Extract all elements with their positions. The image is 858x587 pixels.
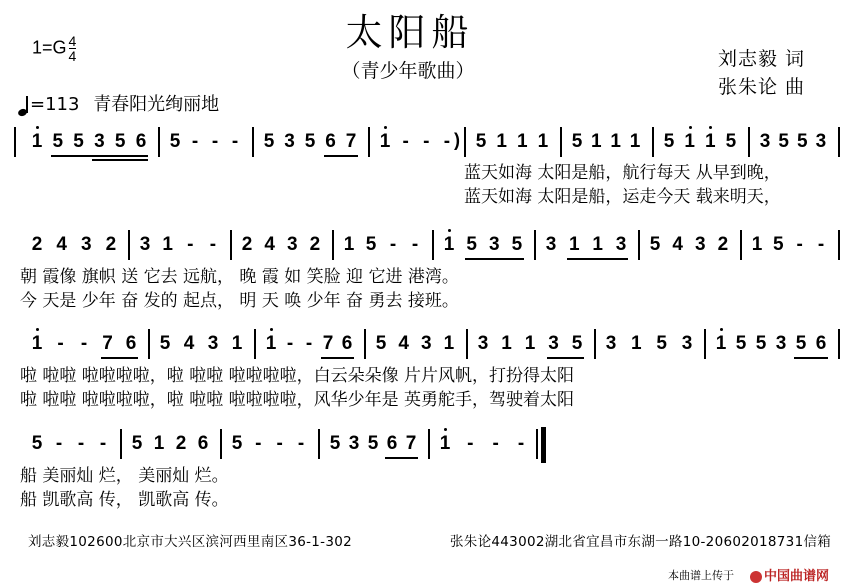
note: 3 xyxy=(94,131,105,152)
barline xyxy=(838,329,840,359)
note: 6 xyxy=(386,433,398,454)
note: 2 xyxy=(309,234,321,255)
barline xyxy=(838,230,840,260)
hold-dash: - xyxy=(492,433,499,454)
measure xyxy=(438,427,528,467)
measure xyxy=(378,125,460,165)
hold-dash: - xyxy=(305,333,313,354)
note: 3 xyxy=(548,333,559,354)
note: 3 xyxy=(775,333,787,354)
lyrics-line-2-verse-2: 今 天是 少年 奋 发的 起点， 明 天 唤 少年 奋 勇去 接班。 xyxy=(20,291,459,311)
note: 5 xyxy=(263,131,275,152)
note: 1 xyxy=(751,234,763,255)
note: 5 xyxy=(663,131,675,152)
measure xyxy=(750,228,828,268)
note: 5 xyxy=(367,433,379,454)
measure xyxy=(262,125,358,165)
note: 3 xyxy=(139,234,151,255)
high-octave-dot xyxy=(709,126,712,129)
barline xyxy=(748,127,750,157)
hold-dash: - xyxy=(209,234,217,255)
measure xyxy=(328,427,418,467)
song-subtitle: （青少年歌曲） xyxy=(341,60,475,82)
note: 1 xyxy=(153,433,165,454)
final-barline-thick xyxy=(541,427,546,463)
note: 5 xyxy=(231,433,243,454)
beam-underline xyxy=(321,357,354,359)
note: 2 xyxy=(31,234,43,255)
note: 4 xyxy=(672,234,683,255)
note: 6 xyxy=(341,333,353,354)
beam-underline xyxy=(465,258,524,260)
note: 1 xyxy=(162,234,173,255)
barline xyxy=(838,127,840,157)
measure xyxy=(30,125,148,165)
beam-underline xyxy=(51,155,148,157)
lyrics-line-4-verse-2: 船 凯歌高 传， 凯歌高 传。 xyxy=(20,490,229,510)
hold-dash: - xyxy=(57,333,64,354)
tempo-value: =113 xyxy=(30,94,80,115)
tempo-expression: 青春阳光绚丽地 xyxy=(93,94,220,115)
note: 1 xyxy=(443,333,455,354)
note: 5 xyxy=(73,131,84,152)
note: 5 xyxy=(649,234,661,255)
note: 4 xyxy=(398,333,409,354)
note: 7 xyxy=(405,433,417,454)
logo-icon xyxy=(750,571,762,583)
note: 7 xyxy=(322,333,334,354)
barline xyxy=(464,127,466,157)
note: 2 xyxy=(241,234,253,255)
note: 4 xyxy=(264,234,275,255)
final-barline-thin xyxy=(536,429,538,459)
note: 6 xyxy=(197,433,209,454)
note: 5 xyxy=(169,131,181,152)
lyrics-line-1-verse-2: 蓝天如海 太阳是船，运走今天 载来明天， xyxy=(464,187,781,207)
note: 5 xyxy=(159,333,171,354)
note: 1 xyxy=(231,333,243,354)
key-signature xyxy=(32,34,76,63)
note: 6 xyxy=(815,333,827,354)
note: 5 xyxy=(725,131,737,152)
hold-dash: - xyxy=(255,433,262,454)
barline xyxy=(594,329,596,359)
hold-dash: - xyxy=(796,234,803,255)
high-octave-dot xyxy=(36,328,39,331)
note: 3 xyxy=(759,131,771,152)
note: 3 xyxy=(545,234,557,255)
barline xyxy=(432,230,434,260)
note: 1 xyxy=(537,131,549,152)
note: 1 xyxy=(714,327,728,355)
barline xyxy=(638,230,640,260)
lyrics-line-1-verse-1: 蓝天如海 太阳是船，航行每天 从早到晚， xyxy=(464,163,781,183)
note: 1 xyxy=(496,131,507,152)
high-octave-dot xyxy=(448,229,451,232)
barline xyxy=(368,127,370,157)
barline xyxy=(428,429,430,459)
note: 3 xyxy=(284,131,295,152)
tempo-marking xyxy=(18,90,219,116)
quarter-note-icon xyxy=(18,94,30,116)
note: 1 xyxy=(343,234,355,255)
intro-close-paren: ) xyxy=(453,130,460,150)
measure xyxy=(714,327,828,367)
barline xyxy=(252,127,254,157)
note: 5 xyxy=(571,333,583,354)
note: 5 xyxy=(304,131,316,152)
barline xyxy=(318,429,320,459)
hold-dash: - xyxy=(276,433,283,454)
beam-underline xyxy=(324,155,358,157)
hold-dash: - xyxy=(402,131,409,152)
note: 5 xyxy=(52,131,64,152)
note: 5 xyxy=(511,234,523,255)
barline xyxy=(466,329,468,359)
barline xyxy=(652,127,654,157)
measure xyxy=(604,327,694,367)
lyricist-address: 刘志毅102600北京市大兴区滨河西里南区36-1-302 xyxy=(28,534,353,550)
note: 5 xyxy=(375,333,387,354)
high-octave-dot xyxy=(36,126,39,129)
high-octave-dot xyxy=(689,126,692,129)
note: 2 xyxy=(175,433,187,454)
note: 3 xyxy=(421,333,432,354)
composer-credit: 张朱论 曲 xyxy=(718,76,806,98)
beam-underline xyxy=(794,357,828,359)
note: 3 xyxy=(287,234,298,255)
note: 2 xyxy=(105,234,117,255)
barline xyxy=(220,429,222,459)
barline xyxy=(230,230,232,260)
note: 5 xyxy=(114,131,126,152)
hold-dash: - xyxy=(211,131,219,152)
note: 5 xyxy=(131,433,143,454)
lyrics-line-3-verse-1: 啦 啦啦 啦啦啦啦，啦 啦啦 啦啦啦啦，白云朵朵像 片片风帆，打扮得太阳 xyxy=(20,366,575,386)
note: 5 xyxy=(475,131,487,152)
time-bottom: 4 xyxy=(68,48,77,64)
high-octave-dot xyxy=(444,428,447,431)
note: 5 xyxy=(329,433,341,454)
beam-underline xyxy=(567,258,628,260)
note: 4 xyxy=(56,234,67,255)
note: 2 xyxy=(717,234,729,255)
lyrics-line-4-verse-1: 船 美丽灿 烂， 美丽灿 烂。 xyxy=(20,466,229,486)
barline xyxy=(148,329,150,359)
hold-dash: - xyxy=(55,433,63,454)
note: 5 xyxy=(755,333,767,354)
note: 1 xyxy=(592,234,603,255)
barline xyxy=(332,230,334,260)
note: 5 xyxy=(656,333,667,354)
hold-dash: - xyxy=(77,433,85,454)
hold-dash: - xyxy=(187,234,194,255)
time-top: 4 xyxy=(68,33,77,49)
barline xyxy=(120,429,122,459)
note: 1 xyxy=(610,131,621,152)
note: 1 xyxy=(501,333,512,354)
composer-address: 张朱论443002湖北省宜昌市东湖一路10-20602018731信箱 xyxy=(450,534,832,550)
hold-dash: - xyxy=(517,433,525,454)
note: 3 xyxy=(815,131,827,152)
note: 5 xyxy=(466,234,477,255)
note: 5 xyxy=(797,131,808,152)
measure xyxy=(230,427,308,467)
logo-text: 中国曲谱网 xyxy=(764,569,830,584)
barline xyxy=(128,230,130,260)
note: 1 xyxy=(517,131,528,152)
hold-dash: - xyxy=(411,234,419,255)
note: 1 xyxy=(569,234,580,255)
barline xyxy=(704,329,706,359)
hold-dash: - xyxy=(423,131,430,152)
note: 3 xyxy=(615,234,627,255)
note: 1 xyxy=(30,125,44,153)
note: 3 xyxy=(207,333,219,354)
barline xyxy=(158,127,160,157)
hold-dash: - xyxy=(286,333,294,354)
song-title: 太阳船 xyxy=(345,11,475,54)
key-label: 1=G xyxy=(32,37,67,58)
note: 6 xyxy=(325,131,336,152)
note: 5 xyxy=(31,433,43,454)
note: 4 xyxy=(183,333,195,354)
note: 6 xyxy=(135,131,147,152)
note: 1 xyxy=(378,125,392,153)
note: 1 xyxy=(629,131,641,152)
lyrics-line-2-verse-1: 朝 霞像 旗帜 送 它去 远航， 晚 霞 如 笑脸 迎 它进 港湾。 xyxy=(20,267,459,287)
note: 1 xyxy=(683,125,697,153)
note: 5 xyxy=(773,234,784,255)
hold-dash: - xyxy=(80,333,88,354)
high-octave-dot xyxy=(270,328,273,331)
barline xyxy=(560,127,562,157)
note: 3 xyxy=(605,333,617,354)
note: 3 xyxy=(81,234,92,255)
note: 3 xyxy=(681,333,693,354)
note: 1 xyxy=(524,333,536,354)
hold-dash: - xyxy=(231,131,239,152)
note: 7 xyxy=(345,131,357,152)
note: 1 xyxy=(264,327,278,355)
note: 7 xyxy=(102,333,113,354)
hold-dash: - xyxy=(389,234,397,255)
note: 1 xyxy=(591,131,602,152)
note: 5 xyxy=(778,131,789,152)
hold-dash: - xyxy=(817,234,825,255)
lyricist-credit: 刘志毅 词 xyxy=(718,48,806,70)
hold-dash: - xyxy=(99,433,107,454)
barline xyxy=(534,230,536,260)
high-octave-dot xyxy=(384,126,387,129)
beam-underline xyxy=(385,457,418,459)
start-barline xyxy=(14,127,16,157)
barline xyxy=(740,230,742,260)
note: 5 xyxy=(365,234,377,255)
note: - ) xyxy=(443,130,460,152)
beam-underline xyxy=(92,159,148,161)
high-octave-dot xyxy=(720,328,723,331)
hold-dash: - xyxy=(191,131,199,152)
hold-dash: - xyxy=(297,433,305,454)
site-logo xyxy=(750,565,829,584)
time-signature xyxy=(69,34,77,63)
hold-dash: - xyxy=(467,433,474,454)
measure xyxy=(648,228,730,268)
note: 1 xyxy=(30,327,44,355)
note: 6 xyxy=(125,333,137,354)
note: 1 xyxy=(442,228,456,256)
note: 5 xyxy=(571,131,583,152)
lyrics-line-3-verse-2: 啦 啦啦 啦啦啦啦，啦 啦啦 啦啦啦啦，风华少年是 英勇舵手，驾驶着太阳 xyxy=(20,390,575,410)
note: 1 xyxy=(703,125,717,153)
note: 1 xyxy=(438,427,452,455)
note: 5 xyxy=(735,333,747,354)
note: 1 xyxy=(631,333,642,354)
beam-underline xyxy=(547,357,584,359)
note: 3 xyxy=(477,333,489,354)
beam-underline xyxy=(101,357,138,359)
upload-note: 本曲谱上传于 xyxy=(668,569,734,582)
note: 5 xyxy=(795,333,807,354)
barline xyxy=(254,329,256,359)
note: 3 xyxy=(489,234,500,255)
note: 3 xyxy=(695,234,706,255)
note: 3 xyxy=(348,433,360,454)
measure xyxy=(168,125,242,165)
measure xyxy=(544,228,628,268)
barline xyxy=(364,329,366,359)
